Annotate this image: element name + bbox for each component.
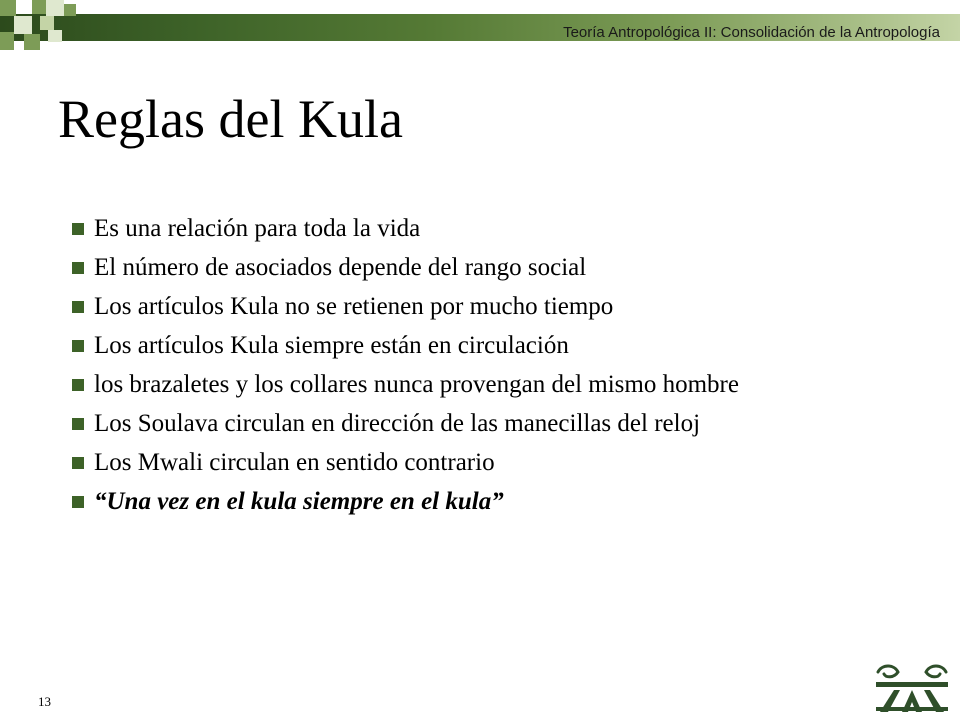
decor-square bbox=[46, 0, 64, 16]
square-bullet-icon bbox=[72, 340, 84, 352]
page-number: 13 bbox=[38, 694, 51, 709]
decor-square bbox=[40, 16, 54, 30]
list-item bbox=[72, 253, 912, 283]
square-bullet-icon bbox=[72, 496, 84, 508]
decor-square bbox=[0, 32, 14, 50]
bullet-text: Es una relación para toda la vida bbox=[94, 215, 421, 242]
list-item bbox=[72, 487, 912, 517]
list-item bbox=[72, 370, 912, 400]
bullet-text: los brazaletes y los collares nunca provengan del mismo hombre bbox=[94, 371, 739, 398]
square-bullet-icon bbox=[72, 262, 84, 274]
list-item bbox=[72, 214, 912, 244]
uam-logo-icon bbox=[872, 660, 952, 716]
list-item bbox=[72, 292, 912, 322]
list-item bbox=[72, 409, 912, 439]
slide-title: Reglas del Kula bbox=[58, 89, 403, 149]
decor-square bbox=[32, 0, 46, 14]
decor-square bbox=[0, 0, 16, 16]
list-item bbox=[72, 331, 912, 361]
decor-square bbox=[24, 34, 40, 50]
square-bullet-icon bbox=[72, 223, 84, 235]
decor-square bbox=[14, 16, 32, 34]
bullet-text: “Una vez en el kula siempre en el kula” bbox=[94, 488, 504, 515]
square-bullet-icon bbox=[72, 379, 84, 391]
course-subtitle: Teoría Antropológica II: Consolidación de la Antropología bbox=[563, 24, 940, 41]
bullet-text: El número de asociados depende del rango social bbox=[94, 254, 587, 281]
square-bullet-icon bbox=[72, 457, 84, 469]
bullet-list bbox=[72, 214, 912, 526]
decor-square bbox=[64, 4, 76, 16]
square-bullet-icon bbox=[72, 301, 84, 313]
list-item bbox=[72, 448, 912, 478]
bullet-text: Los artículos Kula siempre están en circulación bbox=[94, 332, 569, 359]
square-bullet-icon bbox=[72, 418, 84, 430]
bullet-text: Los Mwali circulan en sentido contrario bbox=[94, 449, 495, 476]
bullet-text: Los Soulava circulan en dirección de las manecillas del reloj bbox=[94, 410, 701, 437]
bullet-text: Los artículos Kula no se retienen por mucho tiempo bbox=[94, 293, 614, 320]
decor-square bbox=[48, 30, 62, 42]
